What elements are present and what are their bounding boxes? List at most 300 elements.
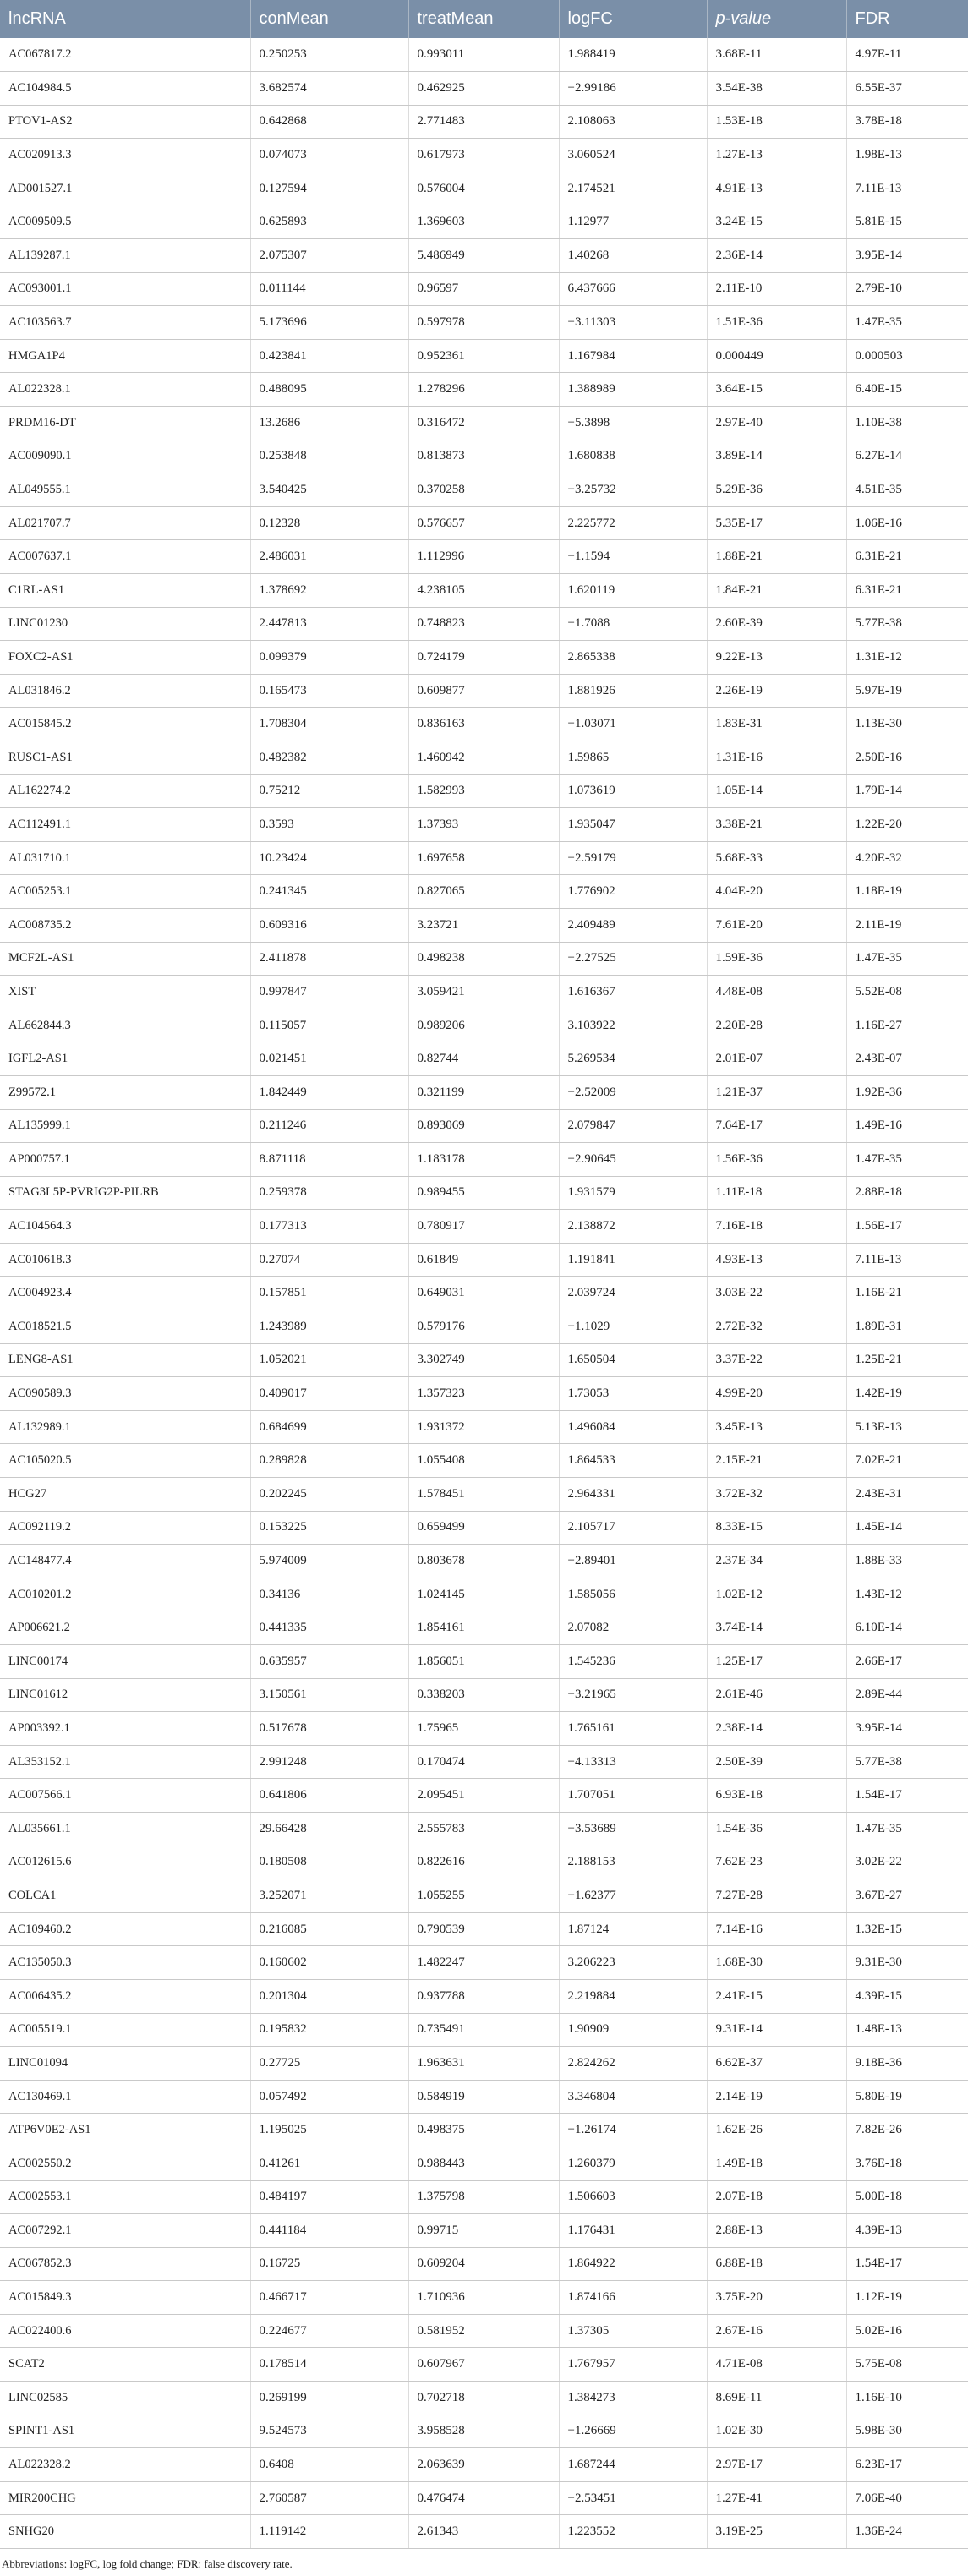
cell-fdr: 7.11E-13: [846, 172, 968, 205]
cell-lncrna: AL031710.1: [0, 841, 250, 875]
cell-logfc: 1.496084: [559, 1410, 707, 1444]
table-footnote: Abbreviations: logFC, log fold change; FDR: false discovery rate.: [2, 2557, 293, 2571]
cell-treatmean: 0.937788: [408, 1979, 559, 2013]
cell-pvalue: 1.56E-36: [707, 1143, 846, 1177]
cell-pvalue: 7.14E-16: [707, 1912, 846, 1946]
cell-pvalue: 2.97E-17: [707, 2448, 846, 2482]
cell-conmean: 0.488095: [250, 373, 408, 407]
cell-logfc: −1.26174: [559, 2114, 707, 2147]
table-row: [0, 2214, 968, 2248]
table-row: [0, 574, 968, 608]
cell-fdr: 1.16E-10: [846, 2382, 968, 2415]
cell-treatmean: 0.584919: [408, 2080, 559, 2114]
cell-fdr: 1.12E-19: [846, 2281, 968, 2315]
cell-fdr: 1.47E-35: [846, 1812, 968, 1846]
table-row: [0, 139, 968, 172]
cell-logfc: −1.7088: [559, 607, 707, 641]
cell-pvalue: 3.89E-14: [707, 440, 846, 473]
cell-treatmean: 0.659499: [408, 1511, 559, 1545]
cell-pvalue: 4.93E-13: [707, 1243, 846, 1277]
cell-pvalue: 6.88E-18: [707, 2247, 846, 2281]
cell-pvalue: 1.83E-31: [707, 708, 846, 741]
cell-treatmean: 1.375798: [408, 2180, 559, 2214]
table-row: [0, 540, 968, 574]
cell-lncrna: AC005519.1: [0, 2013, 250, 2047]
table-row: [0, 1912, 968, 1946]
cell-treatmean: 1.024145: [408, 1578, 559, 1611]
cell-logfc: 1.506603: [559, 2180, 707, 2214]
cell-fdr: 1.56E-17: [846, 1210, 968, 1244]
cell-lncrna: AC105020.5: [0, 1444, 250, 1478]
table-row: [0, 2013, 968, 2047]
cell-conmean: 0.224677: [250, 2314, 408, 2348]
cell-treatmean: 2.61343: [408, 2515, 559, 2549]
cell-logfc: 1.931579: [559, 1176, 707, 1210]
cell-logfc: −1.26669: [559, 2415, 707, 2448]
table-row: [0, 2481, 968, 2515]
cell-fdr: 1.48E-13: [846, 2013, 968, 2047]
cell-fdr: 1.47E-35: [846, 306, 968, 340]
cell-pvalue: 2.37E-34: [707, 1545, 846, 1578]
table-row: [0, 2180, 968, 2214]
cell-conmean: 3.540425: [250, 473, 408, 507]
cell-logfc: 1.680838: [559, 440, 707, 473]
cell-treatmean: 0.597978: [408, 306, 559, 340]
table-row: [0, 2281, 968, 2315]
cell-fdr: 1.10E-38: [846, 407, 968, 440]
cell-pvalue: 1.88E-21: [707, 540, 846, 574]
cell-pvalue: 7.64E-17: [707, 1109, 846, 1143]
cell-conmean: 0.157851: [250, 1277, 408, 1310]
cell-pvalue: 2.50E-39: [707, 1745, 846, 1779]
cell-fdr: 1.18E-19: [846, 875, 968, 909]
table-row: [0, 2314, 968, 2348]
cell-logfc: 3.206223: [559, 1946, 707, 1980]
cell-pvalue: 2.36E-14: [707, 239, 846, 273]
cell-pvalue: 4.91E-13: [707, 172, 846, 205]
table-row: [0, 2147, 968, 2180]
cell-lncrna: LINC00174: [0, 1645, 250, 1679]
cell-fdr: 1.47E-35: [846, 1143, 968, 1177]
cell-conmean: 0.021451: [250, 1042, 408, 1076]
header-logfc: logFC: [559, 0, 707, 38]
cell-conmean: 0.202245: [250, 1478, 408, 1512]
cell-pvalue: 3.54E-38: [707, 72, 846, 106]
cell-lncrna: AC012615.6: [0, 1846, 250, 1879]
cell-lncrna: AC007637.1: [0, 540, 250, 574]
cell-conmean: 0.250253: [250, 38, 408, 72]
cell-fdr: 2.88E-18: [846, 1176, 968, 1210]
table-row: [0, 1109, 968, 1143]
table-row: [0, 875, 968, 909]
cell-conmean: 29.66428: [250, 1812, 408, 1846]
cell-logfc: −2.99186: [559, 72, 707, 106]
cell-pvalue: 2.07E-18: [707, 2180, 846, 2214]
cell-treatmean: 1.357323: [408, 1377, 559, 1411]
cell-fdr: 0.000503: [846, 339, 968, 373]
cell-lncrna: AL662844.3: [0, 1009, 250, 1042]
cell-conmean: 0.178514: [250, 2348, 408, 2382]
cell-logfc: 1.12977: [559, 205, 707, 239]
cell-fdr: 5.13E-13: [846, 1410, 968, 1444]
cell-treatmean: 1.37393: [408, 808, 559, 842]
cell-pvalue: 3.75E-20: [707, 2281, 846, 2315]
cell-lncrna: LINC01612: [0, 1678, 250, 1712]
table-row: [0, 1946, 968, 1980]
cell-pvalue: 1.51E-36: [707, 306, 846, 340]
cell-pvalue: 1.11E-18: [707, 1176, 846, 1210]
table-row: [0, 1812, 968, 1846]
cell-conmean: 0.409017: [250, 1377, 408, 1411]
cell-treatmean: 0.370258: [408, 473, 559, 507]
cell-pvalue: 3.72E-32: [707, 1478, 846, 1512]
cell-treatmean: 1.963631: [408, 2047, 559, 2081]
cell-pvalue: 2.67E-16: [707, 2314, 846, 2348]
cell-lncrna: AC104984.5: [0, 72, 250, 106]
cell-fdr: 5.02E-16: [846, 2314, 968, 2348]
cell-pvalue: 6.93E-18: [707, 1779, 846, 1813]
cell-logfc: 1.767957: [559, 2348, 707, 2382]
cell-treatmean: 4.238105: [408, 574, 559, 608]
cell-fdr: 7.06E-40: [846, 2481, 968, 2515]
cell-conmean: 0.127594: [250, 172, 408, 205]
cell-treatmean: 1.931372: [408, 1410, 559, 1444]
cell-treatmean: 3.302749: [408, 1343, 559, 1377]
table-row: [0, 841, 968, 875]
table-row: [0, 1645, 968, 1679]
cell-conmean: 0.160602: [250, 1946, 408, 1980]
cell-lncrna: AC006435.2: [0, 1979, 250, 2013]
cell-treatmean: 0.822616: [408, 1846, 559, 1879]
cell-conmean: 0.34136: [250, 1578, 408, 1611]
cell-lncrna: AL021707.7: [0, 506, 250, 540]
cell-conmean: 5.974009: [250, 1545, 408, 1578]
table-row: [0, 1545, 968, 1578]
cell-pvalue: 9.31E-14: [707, 2013, 846, 2047]
cell-pvalue: 3.19E-25: [707, 2515, 846, 2549]
cell-logfc: 1.59865: [559, 741, 707, 774]
cell-logfc: −1.62377: [559, 1879, 707, 1913]
cell-conmean: 10.23424: [250, 841, 408, 875]
cell-fdr: 6.23E-17: [846, 2448, 968, 2482]
cell-treatmean: 0.649031: [408, 1277, 559, 1310]
cell-logfc: −2.90645: [559, 1143, 707, 1177]
cell-conmean: 0.195832: [250, 2013, 408, 2047]
cell-lncrna: AC010618.3: [0, 1243, 250, 1277]
cell-fdr: 6.10E-14: [846, 1611, 968, 1645]
cell-lncrna: AC010201.2: [0, 1578, 250, 1611]
cell-conmean: 0.423841: [250, 339, 408, 373]
cell-fdr: 6.31E-21: [846, 574, 968, 608]
table-row: [0, 1478, 968, 1512]
cell-logfc: 1.87124: [559, 1912, 707, 1946]
table-row: [0, 741, 968, 774]
cell-treatmean: 0.748823: [408, 607, 559, 641]
cell-treatmean: 2.095451: [408, 1779, 559, 1813]
cell-conmean: 0.269199: [250, 2382, 408, 2415]
cell-pvalue: 3.38E-21: [707, 808, 846, 842]
cell-logfc: 2.105717: [559, 1511, 707, 1545]
cell-treatmean: 0.338203: [408, 1678, 559, 1712]
cell-pvalue: 2.38E-14: [707, 1712, 846, 1746]
cell-pvalue: 2.20E-28: [707, 1009, 846, 1042]
cell-lncrna: IGFL2-AS1: [0, 1042, 250, 1076]
cell-lncrna: AL139287.1: [0, 239, 250, 273]
cell-treatmean: 1.856051: [408, 1645, 559, 1679]
cell-fdr: 2.43E-07: [846, 1042, 968, 1076]
cell-conmean: 1.195025: [250, 2114, 408, 2147]
cell-fdr: 3.95E-14: [846, 1712, 968, 1746]
cell-conmean: 0.466717: [250, 2281, 408, 2315]
cell-lncrna: PRDM16-DT: [0, 407, 250, 440]
cell-logfc: −3.11303: [559, 306, 707, 340]
cell-logfc: 2.219884: [559, 1979, 707, 2013]
cell-treatmean: 0.609877: [408, 674, 559, 708]
cell-conmean: 0.642868: [250, 105, 408, 139]
table-row: [0, 1210, 968, 1244]
cell-lncrna: FOXC2-AS1: [0, 641, 250, 675]
cell-treatmean: 0.576004: [408, 172, 559, 205]
cell-pvalue: 3.68E-11: [707, 38, 846, 72]
table-row: [0, 407, 968, 440]
cell-treatmean: 0.893069: [408, 1109, 559, 1143]
table-row: [0, 674, 968, 708]
cell-treatmean: 0.476474: [408, 2481, 559, 2515]
cell-logfc: 2.039724: [559, 1277, 707, 1310]
cell-lncrna: AC002550.2: [0, 2147, 250, 2180]
cell-pvalue: 4.04E-20: [707, 875, 846, 909]
cell-lncrna: AL022328.1: [0, 373, 250, 407]
table-row: [0, 1377, 968, 1411]
cell-fdr: 9.18E-36: [846, 2047, 968, 2081]
cell-fdr: 1.22E-20: [846, 808, 968, 842]
table-row: [0, 976, 968, 1009]
cell-conmean: 0.216085: [250, 1912, 408, 1946]
cell-lncrna: AC002553.1: [0, 2180, 250, 2214]
cell-fdr: 2.79E-10: [846, 272, 968, 306]
cell-lncrna: AC015849.3: [0, 2281, 250, 2315]
cell-treatmean: 0.579176: [408, 1310, 559, 1344]
cell-treatmean: 0.836163: [408, 708, 559, 741]
header-pvalue: p-value: [707, 0, 846, 38]
cell-conmean: 2.447813: [250, 607, 408, 641]
cell-logfc: 1.864922: [559, 2247, 707, 2281]
cell-treatmean: 0.321199: [408, 1075, 559, 1109]
table-row: [0, 272, 968, 306]
cell-treatmean: 0.498238: [408, 942, 559, 976]
cell-pvalue: 2.60E-39: [707, 607, 846, 641]
cell-pvalue: 7.16E-18: [707, 1210, 846, 1244]
cell-logfc: −4.13313: [559, 1745, 707, 1779]
cell-logfc: 2.138872: [559, 1210, 707, 1244]
cell-logfc: 2.865338: [559, 641, 707, 675]
cell-conmean: 0.16725: [250, 2247, 408, 2281]
cell-pvalue: 9.22E-13: [707, 641, 846, 675]
cell-logfc: 1.616367: [559, 976, 707, 1009]
cell-treatmean: 0.993011: [408, 38, 559, 72]
cell-lncrna: AD001527.1: [0, 172, 250, 205]
cell-conmean: 0.057492: [250, 2080, 408, 2114]
cell-lncrna: SPINT1-AS1: [0, 2415, 250, 2448]
cell-pvalue: 3.64E-15: [707, 373, 846, 407]
table-row: [0, 774, 968, 808]
table-row: [0, 1243, 968, 1277]
cell-pvalue: 2.01E-07: [707, 1042, 846, 1076]
cell-fdr: 5.77E-38: [846, 1745, 968, 1779]
table-row: [0, 1277, 968, 1310]
cell-logfc: −2.27525: [559, 942, 707, 976]
cell-lncrna: AC015845.2: [0, 708, 250, 741]
cell-pvalue: 2.26E-19: [707, 674, 846, 708]
table-row: [0, 1578, 968, 1611]
cell-logfc: 3.103922: [559, 1009, 707, 1042]
table-header-row: [0, 0, 968, 38]
table-row: [0, 808, 968, 842]
cell-fdr: 1.36E-24: [846, 2515, 968, 2549]
cell-pvalue: 8.33E-15: [707, 1511, 846, 1545]
cell-pvalue: 3.74E-14: [707, 1611, 846, 1645]
cell-conmean: 0.625893: [250, 205, 408, 239]
cell-logfc: 2.225772: [559, 506, 707, 540]
cell-treatmean: 1.183178: [408, 1143, 559, 1177]
cell-conmean: 0.441335: [250, 1611, 408, 1645]
table-row: [0, 1779, 968, 1813]
cell-conmean: 2.411878: [250, 942, 408, 976]
cell-conmean: 0.482382: [250, 741, 408, 774]
cell-logfc: 1.90909: [559, 2013, 707, 2047]
cell-conmean: 2.075307: [250, 239, 408, 273]
cell-logfc: 3.346804: [559, 2080, 707, 2114]
cell-fdr: 6.31E-21: [846, 540, 968, 574]
table-row: [0, 2047, 968, 2081]
cell-fdr: 1.43E-12: [846, 1578, 968, 1611]
cell-logfc: 1.73053: [559, 1377, 707, 1411]
cell-treatmean: 0.989455: [408, 1176, 559, 1210]
cell-lncrna: AC090589.3: [0, 1377, 250, 1411]
cell-fdr: 1.16E-21: [846, 1277, 968, 1310]
cell-conmean: 13.2686: [250, 407, 408, 440]
cell-lncrna: AC092119.2: [0, 1511, 250, 1545]
cell-treatmean: 1.055255: [408, 1879, 559, 1913]
cell-lncrna: STAG3L5P-PVRIG2P-PILRB: [0, 1176, 250, 1210]
table-row: [0, 2080, 968, 2114]
cell-conmean: 0.099379: [250, 641, 408, 675]
cell-logfc: 1.988419: [559, 38, 707, 72]
cell-logfc: 2.409489: [559, 908, 707, 942]
cell-treatmean: 3.059421: [408, 976, 559, 1009]
cell-lncrna: AC104564.3: [0, 1210, 250, 1244]
table-row: [0, 1009, 968, 1042]
cell-logfc: 1.176431: [559, 2214, 707, 2248]
cell-logfc: 1.620119: [559, 574, 707, 608]
cell-pvalue: 1.59E-36: [707, 942, 846, 976]
cell-logfc: −2.52009: [559, 1075, 707, 1109]
cell-conmean: 0.211246: [250, 1109, 408, 1143]
header-fdr: FDR: [846, 0, 968, 38]
cell-conmean: 0.3593: [250, 808, 408, 842]
cell-lncrna: PTOV1-AS2: [0, 105, 250, 139]
cell-logfc: 1.585056: [559, 1578, 707, 1611]
cell-pvalue: 1.02E-12: [707, 1578, 846, 1611]
cell-pvalue: 4.48E-08: [707, 976, 846, 1009]
cell-fdr: 1.88E-33: [846, 1545, 968, 1578]
cell-lncrna: LINC01230: [0, 607, 250, 641]
cell-pvalue: 8.69E-11: [707, 2382, 846, 2415]
cell-fdr: 1.06E-16: [846, 506, 968, 540]
cell-logfc: 1.545236: [559, 1645, 707, 1679]
cell-lncrna: AC067852.3: [0, 2247, 250, 2281]
cell-fdr: 1.25E-21: [846, 1343, 968, 1377]
cell-lncrna: RUSC1-AS1: [0, 741, 250, 774]
cell-treatmean: 0.61849: [408, 1243, 559, 1277]
cell-conmean: 8.871118: [250, 1143, 408, 1177]
cell-logfc: −1.1029: [559, 1310, 707, 1344]
table-row: [0, 1075, 968, 1109]
cell-pvalue: 1.05E-14: [707, 774, 846, 808]
cell-treatmean: 0.989206: [408, 1009, 559, 1042]
cell-conmean: 1.052021: [250, 1343, 408, 1377]
cell-lncrna: LINC02585: [0, 2382, 250, 2415]
cell-conmean: 0.289828: [250, 1444, 408, 1478]
table-row: [0, 172, 968, 205]
cell-pvalue: 1.53E-18: [707, 105, 846, 139]
cell-conmean: 0.6408: [250, 2448, 408, 2482]
cell-fdr: 1.54E-17: [846, 2247, 968, 2281]
table-row: [0, 1343, 968, 1377]
cell-lncrna: AC008735.2: [0, 908, 250, 942]
cell-fdr: 4.39E-13: [846, 2214, 968, 2248]
cell-pvalue: 3.37E-22: [707, 1343, 846, 1377]
cell-treatmean: 0.702718: [408, 2382, 559, 2415]
cell-pvalue: 1.02E-30: [707, 2415, 846, 2448]
table-row: [0, 1879, 968, 1913]
table-row: [0, 1410, 968, 1444]
cell-logfc: 1.384273: [559, 2382, 707, 2415]
cell-lncrna: C1RL-AS1: [0, 574, 250, 608]
cell-fdr: 3.02E-22: [846, 1846, 968, 1879]
cell-lncrna: AL035661.1: [0, 1812, 250, 1846]
cell-treatmean: 1.460942: [408, 741, 559, 774]
cell-pvalue: 1.21E-37: [707, 1075, 846, 1109]
cell-lncrna: AL132989.1: [0, 1410, 250, 1444]
cell-fdr: 2.89E-44: [846, 1678, 968, 1712]
cell-logfc: 1.864533: [559, 1444, 707, 1478]
cell-logfc: 1.073619: [559, 774, 707, 808]
table-row: [0, 205, 968, 239]
cell-fdr: 1.45E-14: [846, 1511, 968, 1545]
table-row: [0, 1846, 968, 1879]
cell-pvalue: 1.25E-17: [707, 1645, 846, 1679]
table-body: [0, 38, 968, 2549]
cell-fdr: 3.78E-18: [846, 105, 968, 139]
cell-conmean: 0.259378: [250, 1176, 408, 1210]
cell-logfc: −2.59179: [559, 841, 707, 875]
cell-conmean: 0.011144: [250, 272, 408, 306]
cell-fdr: 7.02E-21: [846, 1444, 968, 1478]
cell-logfc: 1.167984: [559, 339, 707, 373]
table-row: [0, 708, 968, 741]
table-row: [0, 1745, 968, 1779]
cell-treatmean: 0.316472: [408, 407, 559, 440]
cell-pvalue: 2.11E-10: [707, 272, 846, 306]
cell-fdr: 3.76E-18: [846, 2147, 968, 2180]
cell-fdr: 6.40E-15: [846, 373, 968, 407]
cell-fdr: 5.75E-08: [846, 2348, 968, 2382]
cell-pvalue: 2.14E-19: [707, 2080, 846, 2114]
cell-fdr: 7.82E-26: [846, 2114, 968, 2147]
table-row: [0, 38, 968, 72]
table-row: [0, 1176, 968, 1210]
